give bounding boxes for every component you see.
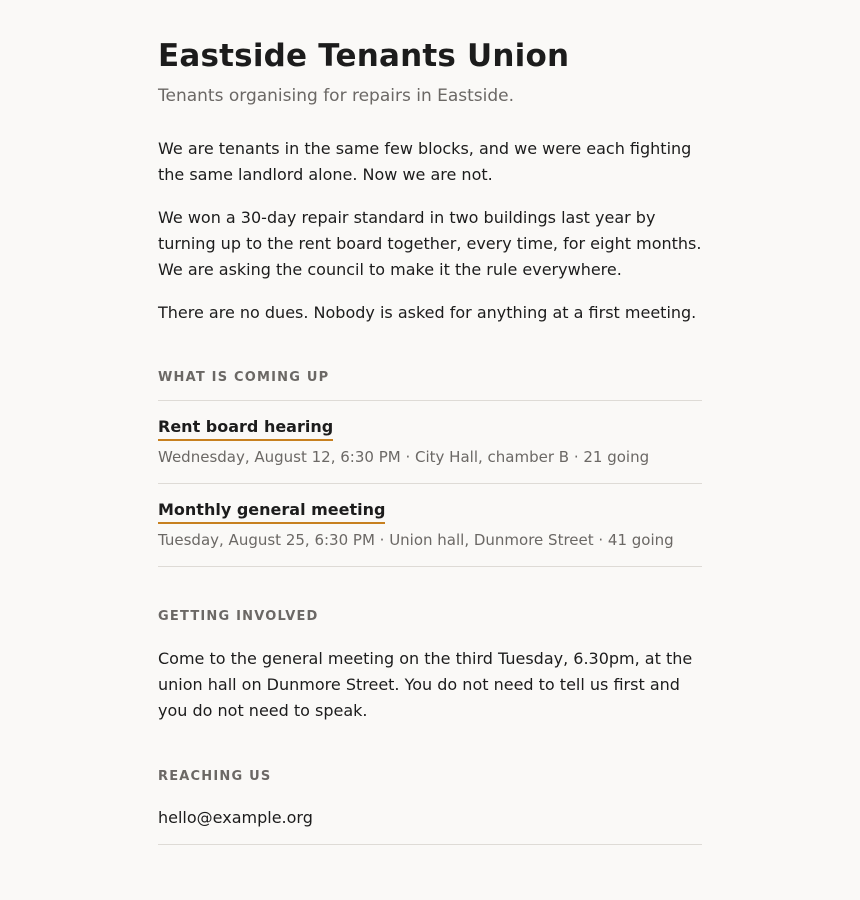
footer-divider (158, 844, 702, 845)
site-header (158, 37, 702, 108)
events-heading: WHAT IS COMING UP (158, 370, 330, 385)
getting-involved-section (158, 608, 702, 724)
events-section (158, 369, 702, 567)
site-title: Eastside Tenants Union (158, 38, 570, 74)
event-list (158, 400, 702, 567)
intro-paragraph: We won a 30-day repair standard in two buildings last year by turning up to the rent board together, every time, for eight months. We are asking the council to make it the rule everywhere. (158, 208, 702, 279)
contact-email-link[interactable]: hello@example.org (158, 808, 313, 827)
event-title-link[interactable]: Rent board hearing (158, 415, 333, 441)
intro-paragraph: We are tenants in the same few blocks, and we were each fighting the same landlord alone. Now we are not. (158, 139, 692, 184)
getting-involved-text: Come to the general meeting on the third Tuesday, 6.30pm, at the union hall on Dunmore Street. You do not need to tell us first and you do not need to speak. (158, 649, 693, 720)
getting-involved-heading: GETTING INVOLVED (158, 609, 319, 624)
event-meta: Wednesday, August 12, 6:30 PM · City Hall, chamber B · 21 going (158, 448, 650, 466)
event-item (158, 484, 702, 567)
reaching-us-heading: REACHING US (158, 769, 272, 784)
intro-paragraph: There are no dues. Nobody is asked for anything at a first meeting. (158, 303, 697, 322)
event-meta: Tuesday, August 25, 6:30 PM · Union hall, Dunmore Street · 41 going (158, 531, 674, 549)
event-title-link[interactable]: Monthly general meeting (158, 498, 385, 524)
reaching-us-section (158, 768, 702, 830)
event-item (158, 401, 702, 484)
page-container (158, 0, 702, 830)
intro-section (158, 136, 702, 326)
site-tagline: Tenants organising for repairs in Eastside. (158, 86, 515, 106)
